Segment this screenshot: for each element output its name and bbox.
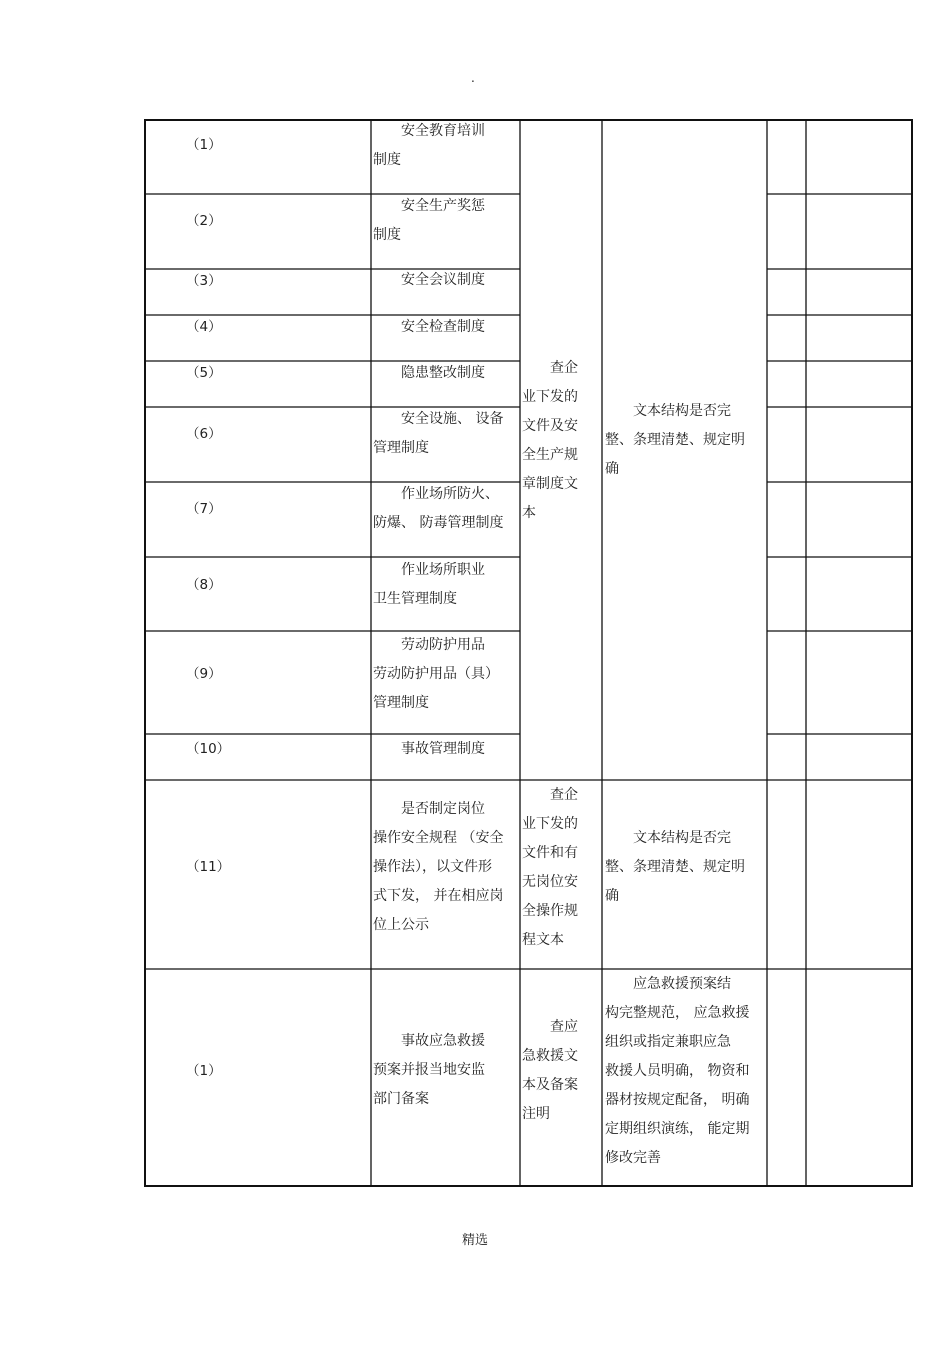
item-cell: 劳动防护用品 劳动防护用品（具） 管理制度 xyxy=(373,637,499,711)
page-footer: 精选 xyxy=(461,1233,488,1248)
row-number: （2） xyxy=(186,213,222,229)
row-number: （10） xyxy=(186,741,231,757)
item-cell: 安全检查制度 xyxy=(373,319,485,335)
criteria-cell: 应急救援预案结 构完整规范， 应急救援 组织或指定兼职应急 救援人员明确， 物资和 器材按规定配备， 明确 定期组织演练， 能定期 修改完善 xyxy=(605,976,750,1166)
row-number: （9） xyxy=(186,666,222,682)
item-cell: 事故应急救援 预案并报当地安监 部门备案 xyxy=(373,1033,485,1107)
method-cell: 查企 业下发的 文件及安 全生产规 章制度文 本 xyxy=(522,360,578,521)
item-cell: 作业场所职业 卫生管理制度 xyxy=(373,562,485,607)
criteria-cell: 文本结构是否完 整、条理清楚、规定明 确 xyxy=(605,403,745,477)
item-cell: 是否制定岗位 操作安全规程 （安全 操作法），以文件形 式下发， 并在相应岗 位上公示 xyxy=(373,801,504,933)
item-cell: 安全教育培训 制度 xyxy=(373,123,485,168)
row-number: （6） xyxy=(186,426,222,442)
method-cell: 查企 业下发的 文件和有 无岗位安 全操作规 程文本 xyxy=(522,787,578,948)
item-cell: 事故管理制度 xyxy=(373,741,485,757)
method-cell: 查应 急救援文 本及备案 注明 xyxy=(522,1019,578,1122)
row-number: （4） xyxy=(186,319,222,335)
item-cell: 安全生产奖惩 制度 xyxy=(373,198,485,243)
criteria-cell: 文本结构是否完 整、条理清楚、规定明 确 xyxy=(605,830,745,904)
row-number: （5） xyxy=(186,365,222,381)
row-number: （1） xyxy=(186,137,222,153)
item-cell: 安全设施、 设备 管理制度 xyxy=(373,411,504,456)
item-cell: 隐患整改制度 xyxy=(373,365,485,381)
item-cell: 安全会议制度 xyxy=(373,272,485,288)
row-number: （7） xyxy=(186,501,222,517)
header-mark: . xyxy=(471,71,475,85)
row-number: （8） xyxy=(186,577,222,593)
row-number: （1） xyxy=(186,1063,222,1079)
row-number: （11） xyxy=(186,859,231,875)
row-number: （3） xyxy=(186,273,222,289)
item-cell: 作业场所防火、 防爆、 防毒管理制度 xyxy=(373,486,504,531)
